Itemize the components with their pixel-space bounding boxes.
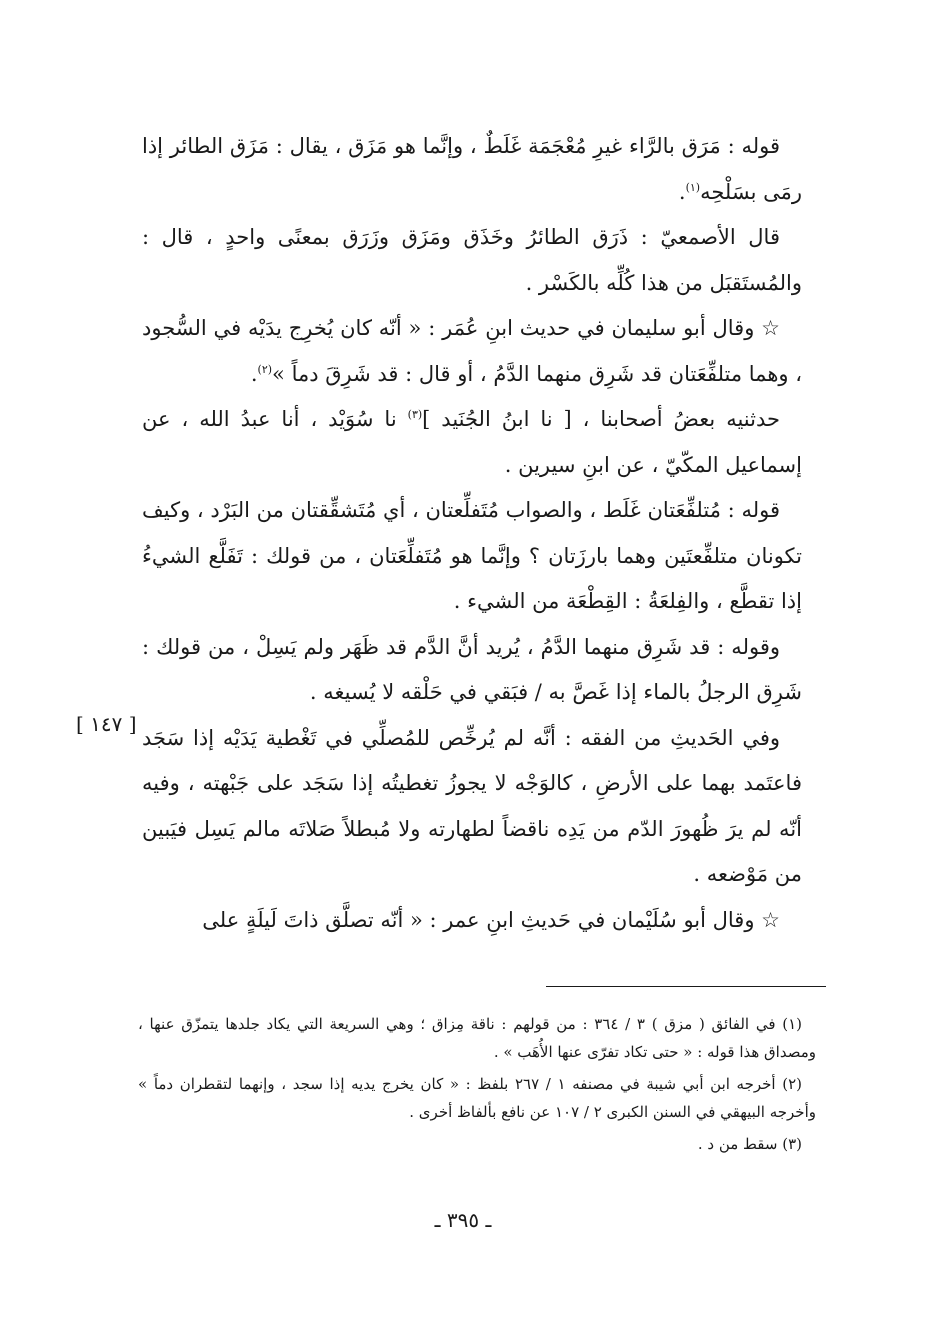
paragraph-1-end: . <box>678 179 686 204</box>
paragraph-6: وقوله : قد شَرِق منهما الدَّمُ ، يُريد أنَّ الدَّم قد ظَهَر ولم يَسِلْ ، من قولك : شَرِق الرجلُ بالماء إذا غَصَّ به / فبَقي في حَلْقه لا يُسيغه . <box>142 634 802 704</box>
main-text-body <box>142 124 802 943</box>
paragraph-4-text: حدثنيه بعضُ أصحابنا ، [ نا ابنُ الجُنَيد ] <box>422 407 780 431</box>
footnote-mark-3: (٣) <box>407 408 423 421</box>
footnote-2: (٢) أخرجه ابن أبي شيبة في مصنفه ١ / ٢٦٧ بلفظ : « كان يخرج يديه إذا سجد ، وإنهما لتقطران دماً » وأخرجه البيهقي في السنن الكبرى ٢ / ١٠٧ عن نافع بألفاظ أخرى . <box>138 1075 816 1121</box>
paragraph-4 <box>142 397 802 488</box>
paragraph-2: قال الأصمعيّ : ذَرَق الطائرُ وخَذَق ومَزَق وزَرَق بمعنًى واحدٍ ، قال : والمُستَقبَل من هذا كُلِّه بالكَسْر . <box>142 225 802 295</box>
paragraph-3-end: . <box>250 361 258 386</box>
footnote-mark-1: (١) <box>685 180 701 194</box>
paragraph-5: قوله : مُتلفِّعَتان غَلَط ، والصواب مُتَفلِّعتان ، أي مُتَشقِّقتان من البَرْد ، وكيف تكونان متلفِّعتَين وهما بارزَتان ؟ وإنَّما هو مُتَفلِّعَتان ، من قولك : تَفَلَّع الشيءُ إذا تقطَّع ، والفِلعَةُ : القِطْعَة من الشيء . <box>142 498 802 613</box>
paragraph-3-text: ☆ وقال أبو سليمان في حديث ابنِ عُمَر : « أنّه كان يُخرِج يدَيْه في السُّجود ، وهما متلفِّعَتان قد شَرِق منهما الدَّمُ ، أو قال : قد شَرِقَ دماً » <box>142 316 802 386</box>
footnotes <box>138 1010 816 1162</box>
paragraph-8: ☆ وقال أبو سُلَيْمان في حَديثِ ابنِ عمر : « أنّه تصلَّق ذاتَ لَيلَةٍ على <box>202 907 780 932</box>
paragraph-1-text: قوله : مَرَق بالرَّاء غيرِ مُعْجَمَة غَلَطٌ ، وإنَّما هو مَزَق ، يقال : مَزَق الطائر إذا رمَى بسَلْحِه <box>142 134 802 204</box>
footnote-mark-2: (٢) <box>257 362 273 376</box>
paragraph-3 <box>142 306 802 397</box>
paragraph-7: وفي الحَديثِ من الفقه : أنَّه لم يُرخِّص للمُصلِّي في تَغْطية يَدَيْه إذا سَجَد فاعتَمد بهما على الأرضِ ، كالوَجْه لا يجوزُ تغطيتُه إذا سَجَد على جَبْهته ، وفيه أنّه لم يرَ ظُهورَ الدّم من يَدِه ناقضاً لطهارته ولا مُبطلاً صَلاتَه مالم يَسِل فيَبين من مَوْضعه . <box>142 725 802 886</box>
paragraph-1 <box>142 124 802 215</box>
footnote-3: (٣) سقط من د . <box>697 1135 802 1153</box>
footnote-1: (١) في الفائق ( مزق ) ٣ / ٣٦٤ : من قولهم : ناقة مِزاق ؛ وهي السريعة التي يكاد جلدها يتمزّق عنها ، ومصداق هذا قوله : « حتى تكاد تفرّى عنها الأُهَب » . <box>138 1015 816 1061</box>
paragraph-4-rest: نا سُوَيْد ، أنا عبدُ الله ، عن إسماعيل المكّيّ ، عن ابنِ سيرين . <box>142 407 802 477</box>
page-number: ـ ٣٩٥ ـ <box>434 1208 492 1232</box>
manuscript-folio-reference: [ ١٤٧ ] <box>76 712 137 736</box>
footnote-divider <box>546 986 826 987</box>
